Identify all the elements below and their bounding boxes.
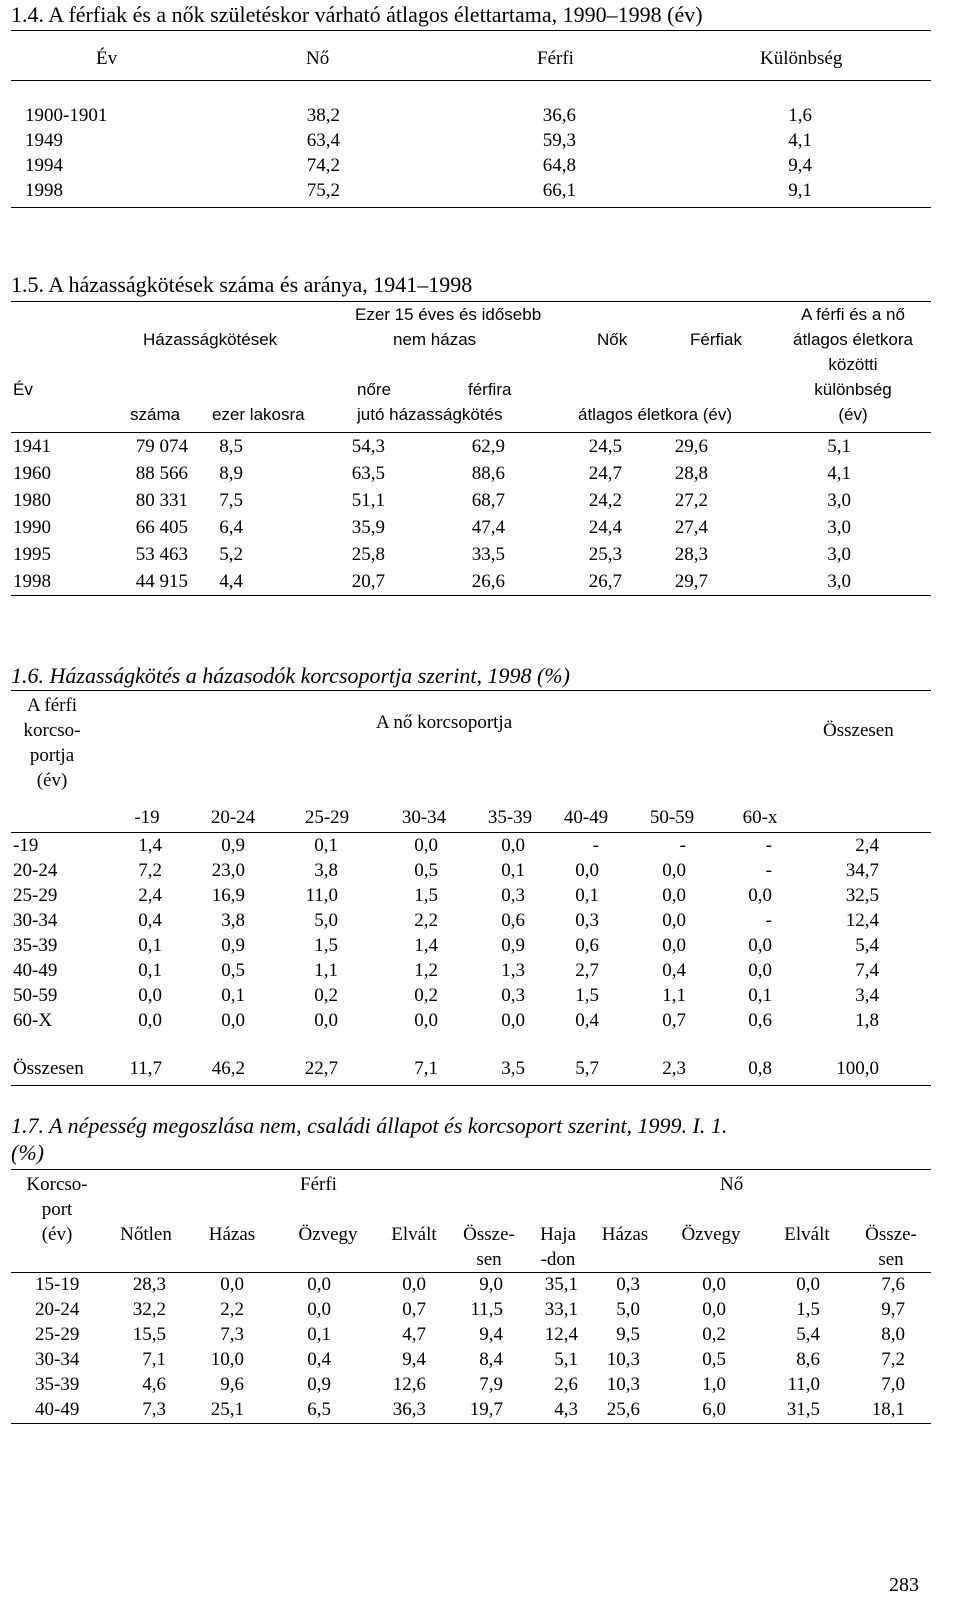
t17-cell: 0,9	[307, 1374, 331, 1395]
t15-head-diff-3: közötti	[828, 355, 878, 374]
t17-cell: 8,0	[881, 1324, 905, 1345]
t17-col-header: Házas	[601, 1224, 649, 1245]
t15-cell: 88,6	[471, 463, 505, 484]
t16-col-header: 60-x	[742, 807, 778, 828]
table-1-7-bottom-rule	[11, 1423, 931, 1424]
t16-total-cell: 2,3	[662, 1058, 686, 1079]
t16-cell: 1,2	[414, 960, 438, 981]
t16-col-header: 25-29	[304, 807, 350, 828]
t14-cell: 64,8	[542, 155, 576, 176]
t16-cell: -	[592, 835, 599, 856]
t14-cell: 1,6	[788, 105, 812, 126]
t17-row-age: 20-24	[35, 1299, 80, 1320]
t17-cell: 5,0	[616, 1299, 640, 1320]
t17-cell: 9,4	[402, 1349, 426, 1370]
t15-cell: 88 566	[135, 463, 188, 484]
t16-cell: 0,9	[221, 835, 245, 856]
t15-head-unmarried: Ezer 15 éves és idősebb	[355, 305, 542, 324]
t17-col-header: Özvegy	[681, 1224, 741, 1245]
t14-cell: 9,4	[788, 155, 812, 176]
t17-cell: 36,3	[392, 1399, 426, 1420]
t16-cell: -	[679, 835, 686, 856]
t16-cell: 0,0	[414, 1010, 438, 1031]
t17-cell: 6,0	[702, 1399, 726, 1420]
t16-row-age: 40-49	[13, 960, 58, 981]
t15-cell: 24,4	[588, 517, 622, 538]
t17-cell: 0,2	[702, 1324, 726, 1345]
t16-cell: -	[765, 860, 772, 881]
t15-cell: 26,6	[471, 571, 505, 592]
t17-cell: 33,1	[544, 1299, 578, 1320]
t16-cell: 0,0	[414, 835, 438, 856]
t15-cell: 80 331	[135, 490, 188, 511]
t16-cell: 7,4	[855, 960, 879, 981]
t17-cell: 0,0	[402, 1274, 426, 1295]
t16-cell: 1,1	[662, 985, 686, 1006]
t15-cell: 4,1	[827, 463, 851, 484]
t16-head-total: Összesen	[823, 720, 894, 741]
t17-cell: 10,3	[606, 1374, 640, 1395]
t16-cell: -	[765, 910, 772, 931]
t15-cell: 3,0	[827, 490, 851, 511]
t16-cell: 0,0	[138, 985, 162, 1006]
t15-cell: 53 463	[135, 544, 188, 565]
t17-cell: 1,0	[702, 1374, 726, 1395]
t17-cell: 5,4	[796, 1324, 820, 1345]
t15-cell: 47,4	[471, 517, 505, 538]
t17-head-age-3: (év)	[41, 1224, 73, 1245]
t15-head-diff-4: különbség	[814, 380, 892, 399]
t15-cell: 63,5	[351, 463, 385, 484]
t17-cell: 5,1	[554, 1349, 578, 1370]
t16-cell: 5,4	[855, 935, 879, 956]
table-1-7-top-rule	[11, 1169, 931, 1170]
t16-total-cell: 7,1	[414, 1058, 438, 1079]
t16-cell: 0,1	[501, 860, 525, 881]
t14-cell: 74,2	[306, 155, 340, 176]
t16-total-cell: 11,7	[129, 1058, 162, 1079]
table-1-7-title-percent: (%)	[11, 1140, 44, 1165]
t16-cell: 1,5	[575, 985, 599, 1006]
t17-cell: 9,5	[616, 1324, 640, 1345]
t16-total-label: Összesen	[13, 1058, 84, 1079]
t17-cell: 12,6	[392, 1374, 426, 1395]
t16-total-cell: 46,2	[211, 1058, 245, 1079]
t15-cell: 24,7	[588, 463, 622, 484]
t15-cell: 28,3	[674, 544, 708, 565]
t16-row-age: 35-39	[13, 935, 58, 956]
t17-cell: 10,0	[210, 1349, 244, 1370]
t15-cell: 25,3	[588, 544, 622, 565]
t16-head-male-age-1: A férfi	[26, 695, 78, 716]
t17-head-male: Férfi	[300, 1174, 337, 1195]
t15-head-year: Év	[13, 380, 33, 399]
t15-cell: 79 074	[135, 436, 188, 457]
t17-col-header: Haja	[540, 1224, 576, 1245]
t16-cell: 0,2	[414, 985, 438, 1006]
t17-cell: 19,7	[469, 1399, 503, 1420]
t16-cell: 0,0	[662, 910, 686, 931]
t14-cell: 4,1	[788, 130, 812, 151]
t16-head-male-age-2: korcso-	[23, 720, 81, 741]
t15-cell: 27,2	[674, 490, 708, 511]
table-1-5-title: 1.5. A házasságkötések száma és aránya, 1941–1998	[11, 272, 473, 297]
t15-cell: 20,7	[351, 571, 385, 592]
t14-row-label: 1994	[25, 155, 63, 176]
t14-cell: 59,3	[542, 130, 576, 151]
t16-cell: 0,1	[748, 985, 772, 1006]
t16-cell: 23,0	[211, 860, 245, 881]
t17-cell: 0,0	[796, 1274, 820, 1295]
t17-cell: 7,6	[881, 1274, 905, 1295]
t16-col-header: 40-49	[563, 807, 609, 828]
t17-cell: 0,7	[402, 1299, 426, 1320]
t16-cell: 0,9	[501, 935, 525, 956]
t17-col-header: Házas	[208, 1224, 256, 1245]
t15-cell: 66 405	[135, 517, 188, 538]
t16-cell: 0,0	[662, 885, 686, 906]
t16-cell: -	[765, 835, 772, 856]
t17-cell: 7,3	[142, 1399, 166, 1420]
t15-cell: 6,4	[219, 517, 243, 538]
t17-row-age: 40-49	[35, 1399, 80, 1420]
t14-cell: 66,1	[542, 180, 576, 201]
t16-col-header: -19	[134, 807, 160, 828]
t17-cell: 9,7	[881, 1299, 905, 1320]
t15-cell: 3,0	[827, 544, 851, 565]
table-1-5-top-rule	[11, 301, 931, 302]
t15-cell: 3,0	[827, 517, 851, 538]
t16-col-header: 20-24	[210, 807, 256, 828]
t15-cell: 7,5	[219, 490, 243, 511]
t17-cell: 0,4	[307, 1349, 331, 1370]
t15-cell: 26,7	[588, 571, 622, 592]
t16-cell: 0,0	[662, 935, 686, 956]
t17-row-age: 35-39	[35, 1374, 80, 1395]
t16-total-cell: 5,7	[575, 1058, 599, 1079]
t14-row-label: 1949	[25, 130, 63, 151]
t17-cell: 0,0	[307, 1299, 331, 1320]
t17-col-header: Össze-	[463, 1224, 515, 1245]
t17-cell: 11,0	[787, 1374, 820, 1395]
t16-row-age: 30-34	[13, 910, 58, 931]
t16-total-cell: 0,8	[748, 1058, 772, 1079]
t16-cell: 0,4	[662, 960, 686, 981]
table-1-7-title	[11, 1113, 727, 1139]
t16-cell: 5,0	[314, 910, 338, 931]
t15-cell: 24,2	[588, 490, 622, 511]
t15-cell: 4,4	[219, 571, 243, 592]
t17-head-female: Nő	[720, 1174, 744, 1195]
t14-col-difference: Különbség	[760, 48, 843, 69]
t16-cell: 2,2	[414, 910, 438, 931]
t14-col-male: Férfi	[537, 48, 574, 69]
t16-cell: 3,8	[221, 910, 245, 931]
t16-cell: 0,9	[221, 935, 245, 956]
t15-cell: 62,9	[471, 436, 505, 457]
t16-row-age: 50-59	[13, 985, 58, 1006]
t16-cell: 0,0	[662, 860, 686, 881]
t15-head-marriages: Házasságkötések	[143, 330, 278, 349]
t16-cell: 0,4	[575, 1010, 599, 1031]
t15-cell: 5,2	[219, 544, 243, 565]
t17-cell: 0,1	[307, 1324, 331, 1345]
t17-cell: 8,6	[796, 1349, 820, 1370]
t16-cell: 0,0	[748, 960, 772, 981]
t16-cell: 0,5	[414, 860, 438, 881]
t16-cell: 1,8	[855, 1010, 879, 1031]
t17-cell: 12,4	[544, 1324, 578, 1345]
t17-cell: 15,5	[132, 1324, 166, 1345]
t16-cell: 0,0	[314, 1010, 338, 1031]
table-1-6-top-rule	[11, 690, 931, 691]
t15-cell: 29,6	[674, 436, 708, 457]
t16-head-male-age-3: portja	[29, 745, 75, 766]
t16-cell: 2,4	[138, 885, 162, 906]
t14-row-label: 1900-1901	[25, 105, 108, 126]
t17-cell: 35,1	[544, 1274, 578, 1295]
t15-head-per-thousand: ezer lakosra	[212, 405, 305, 424]
t16-cell: 0,1	[138, 960, 162, 981]
table-1-5-header-rule	[11, 432, 931, 433]
table-1-7-title-text: 1.7. A népesség megoszlása nem, családi állapot és korcsoport szerint, 1999. I. 1.	[11, 1113, 728, 1138]
t15-head-unmarried-2: nem házas	[393, 330, 477, 349]
t17-cell: 4,7	[402, 1324, 426, 1345]
t14-cell: 36,6	[542, 105, 576, 126]
t16-cell: 0,2	[314, 985, 338, 1006]
t17-cell: 18,1	[871, 1399, 905, 1420]
table-1-7-header-rule	[11, 1272, 931, 1273]
t16-cell: 32,5	[845, 885, 879, 906]
table-1-4-header-rule	[11, 80, 931, 81]
t17-cell: 2,6	[554, 1374, 578, 1395]
page-number: 283	[889, 1574, 919, 1596]
t15-cell: 29,7	[674, 571, 708, 592]
t16-cell: 12,4	[845, 910, 879, 931]
t16-col-header: 30-34	[401, 807, 447, 828]
t17-cell: 7,1	[142, 1349, 166, 1370]
t17-col-header-cont: sen	[878, 1249, 904, 1270]
t16-cell: 16,9	[211, 885, 245, 906]
t15-row-year: 1941	[13, 436, 51, 457]
t16-cell: 2,7	[575, 960, 599, 981]
t15-head-avg-age: átlagos életkora (év)	[578, 405, 733, 424]
t15-head-diff-5: (év)	[838, 405, 868, 424]
t16-cell: 1,5	[414, 885, 438, 906]
t17-cell: 0,5	[702, 1349, 726, 1370]
t15-head-diff-1: A férfi és a nő	[801, 305, 905, 324]
t15-cell: 8,9	[219, 463, 243, 484]
t16-cell: 0,3	[501, 985, 525, 1006]
t16-cell: 0,0	[575, 860, 599, 881]
t15-cell: 33,5	[471, 544, 505, 565]
t15-cell: 28,8	[674, 463, 708, 484]
t16-cell: 0,4	[138, 910, 162, 931]
t17-cell: 28,3	[132, 1274, 166, 1295]
t15-cell: 35,9	[351, 517, 385, 538]
t16-cell: 0,1	[314, 835, 338, 856]
t15-cell: 5,1	[827, 436, 851, 457]
t16-col-header: 50-59	[649, 807, 695, 828]
table-1-7-title-2	[11, 1140, 44, 1166]
t17-cell: 0,0	[702, 1299, 726, 1320]
t16-cell: 1,5	[314, 935, 338, 956]
t16-cell: 0,5	[221, 960, 245, 981]
t15-cell: 54,3	[351, 436, 385, 457]
t15-cell: 44 915	[135, 571, 188, 592]
t15-cell: 3,0	[827, 571, 851, 592]
t16-total-cell: 22,7	[304, 1058, 338, 1079]
t17-cell: 9,0	[479, 1274, 503, 1295]
t15-cell: 27,4	[674, 517, 708, 538]
t16-cell: 11,0	[305, 885, 338, 906]
t17-col-header: Össze-	[865, 1224, 917, 1245]
t17-cell: 25,1	[210, 1399, 244, 1420]
t16-head-male-age-4: (év)	[36, 770, 68, 791]
t16-cell: 3,4	[855, 985, 879, 1006]
t17-cell: 7,0	[881, 1374, 905, 1395]
t17-row-age: 25-29	[35, 1324, 80, 1345]
t15-head-men: Férfiak	[690, 330, 742, 349]
t15-cell: 68,7	[471, 490, 505, 511]
t14-cell: 9,1	[788, 180, 812, 201]
t17-col-header: Nőtlen	[120, 1224, 172, 1245]
table-1-6-header-rule	[11, 832, 931, 833]
t16-cell: 1,4	[414, 935, 438, 956]
t17-row-age: 30-34	[35, 1349, 80, 1370]
t17-col-header: Elvált	[391, 1224, 437, 1245]
t15-cell: 24,5	[588, 436, 622, 457]
table-1-6-title-text: 1.6. Házasságkötés a házasodók korcsoportja szerint, 1998 (%)	[11, 663, 570, 688]
t16-cell: 7,2	[138, 860, 162, 881]
t15-head-per-woman: nőre	[357, 380, 392, 399]
t17-cell: 25,6	[606, 1399, 640, 1420]
t16-cell: 0,3	[575, 910, 599, 931]
t16-cell: 0,7	[662, 1010, 686, 1031]
t14-col-female: Nő	[306, 48, 330, 69]
t16-cell: 0,3	[501, 885, 525, 906]
t17-head-age-2: port	[41, 1199, 73, 1220]
t16-cell: 0,0	[138, 1010, 162, 1031]
t17-col-header: Elvált	[784, 1224, 830, 1245]
t17-cell: 10,3	[606, 1349, 640, 1370]
t15-cell: 25,8	[351, 544, 385, 565]
t17-cell: 4,6	[142, 1374, 166, 1395]
t16-cell: 0,1	[221, 985, 245, 1006]
t16-cell: 0,0	[501, 835, 525, 856]
t16-row-age: 60-X	[13, 1010, 53, 1031]
t17-cell: 6,5	[307, 1399, 331, 1420]
table-1-6-bottom-rule	[11, 1085, 931, 1086]
t16-total-cell: 3,5	[501, 1058, 525, 1079]
t14-cell: 75,2	[306, 180, 340, 201]
t17-cell: 11,5	[470, 1299, 503, 1320]
t15-head-number: száma	[130, 405, 181, 424]
t15-row-year: 1960	[13, 463, 51, 484]
t16-cell: 0,0	[501, 1010, 525, 1031]
t17-cell: 0,3	[616, 1274, 640, 1295]
t15-row-year: 1990	[13, 517, 51, 538]
t17-cell: 8,4	[479, 1349, 503, 1370]
t16-cell: 0,6	[575, 935, 599, 956]
t16-cell: 1,4	[138, 835, 162, 856]
table-1-4-title: 1.4. A férfiak és a nők születéskor várható átlagos élettartama, 1990–1998 (év)	[11, 2, 703, 27]
t17-cell: 32,2	[132, 1299, 166, 1320]
t15-head-per-man: férfira	[468, 380, 512, 399]
t16-cell: 0,1	[575, 885, 599, 906]
t17-cell: 31,5	[786, 1399, 820, 1420]
t17-col-header-cont: -don	[540, 1249, 576, 1270]
t17-cell: 4,3	[554, 1399, 578, 1420]
t17-col-header-cont: sen	[476, 1249, 502, 1270]
t15-cell: 8,5	[219, 436, 243, 457]
t14-cell: 63,4	[306, 130, 340, 151]
t16-cell: 1,3	[501, 960, 525, 981]
table-1-4-top-rule	[11, 30, 931, 31]
t14-cell: 38,2	[306, 105, 340, 126]
t16-cell: 0,0	[748, 935, 772, 956]
t17-col-header: Özvegy	[298, 1224, 358, 1245]
t15-row-year: 1980	[13, 490, 51, 511]
t16-row-age: 25-29	[13, 885, 58, 906]
t16-head-female-age: A nő korcsoportja	[376, 712, 513, 733]
t16-cell: 2,4	[855, 835, 879, 856]
t16-row-age: -19	[13, 835, 39, 856]
t16-cell: 34,7	[845, 860, 879, 881]
t15-head-women: Nők	[597, 330, 628, 349]
t17-cell: 9,6	[220, 1374, 244, 1395]
table-1-4-bottom-rule	[11, 207, 931, 208]
table-1-5-bottom-rule	[11, 595, 931, 596]
t17-cell: 2,2	[220, 1299, 244, 1320]
t17-cell: 0,0	[307, 1274, 331, 1295]
t16-cell: 0,1	[138, 935, 162, 956]
t16-cell: 0,0	[221, 1010, 245, 1031]
t14-row-label: 1998	[25, 180, 63, 201]
t15-row-year: 1998	[13, 571, 51, 592]
t17-row-age: 15-19	[35, 1274, 80, 1295]
t15-head-diff-2: átlagos életkora	[792, 330, 914, 349]
t17-head-age-1: Korcso-	[26, 1174, 88, 1195]
t16-cell: 1,1	[314, 960, 338, 981]
t17-cell: 9,4	[479, 1324, 503, 1345]
t17-cell: 7,3	[220, 1324, 244, 1345]
t16-row-age: 20-24	[13, 860, 58, 881]
t16-total-cell: 100,0	[836, 1058, 879, 1079]
t15-row-year: 1995	[13, 544, 51, 565]
t15-cell: 51,1	[351, 490, 385, 511]
t17-cell: 0,0	[220, 1274, 244, 1295]
t15-head-marriage-per: jutó házasságkötés	[357, 405, 503, 424]
t17-cell: 1,5	[796, 1299, 820, 1320]
t17-cell: 7,9	[479, 1374, 503, 1395]
t16-col-header: 35-39	[487, 807, 533, 828]
t16-cell: 3,8	[314, 860, 338, 881]
t14-col-year: Év	[96, 48, 118, 69]
t16-cell: 0,0	[748, 885, 772, 906]
t16-cell: 0,6	[748, 1010, 772, 1031]
t17-cell: 7,2	[881, 1349, 905, 1370]
t16-cell: 0,6	[501, 910, 525, 931]
table-1-6-title	[11, 663, 570, 689]
t17-cell: 0,0	[702, 1274, 726, 1295]
